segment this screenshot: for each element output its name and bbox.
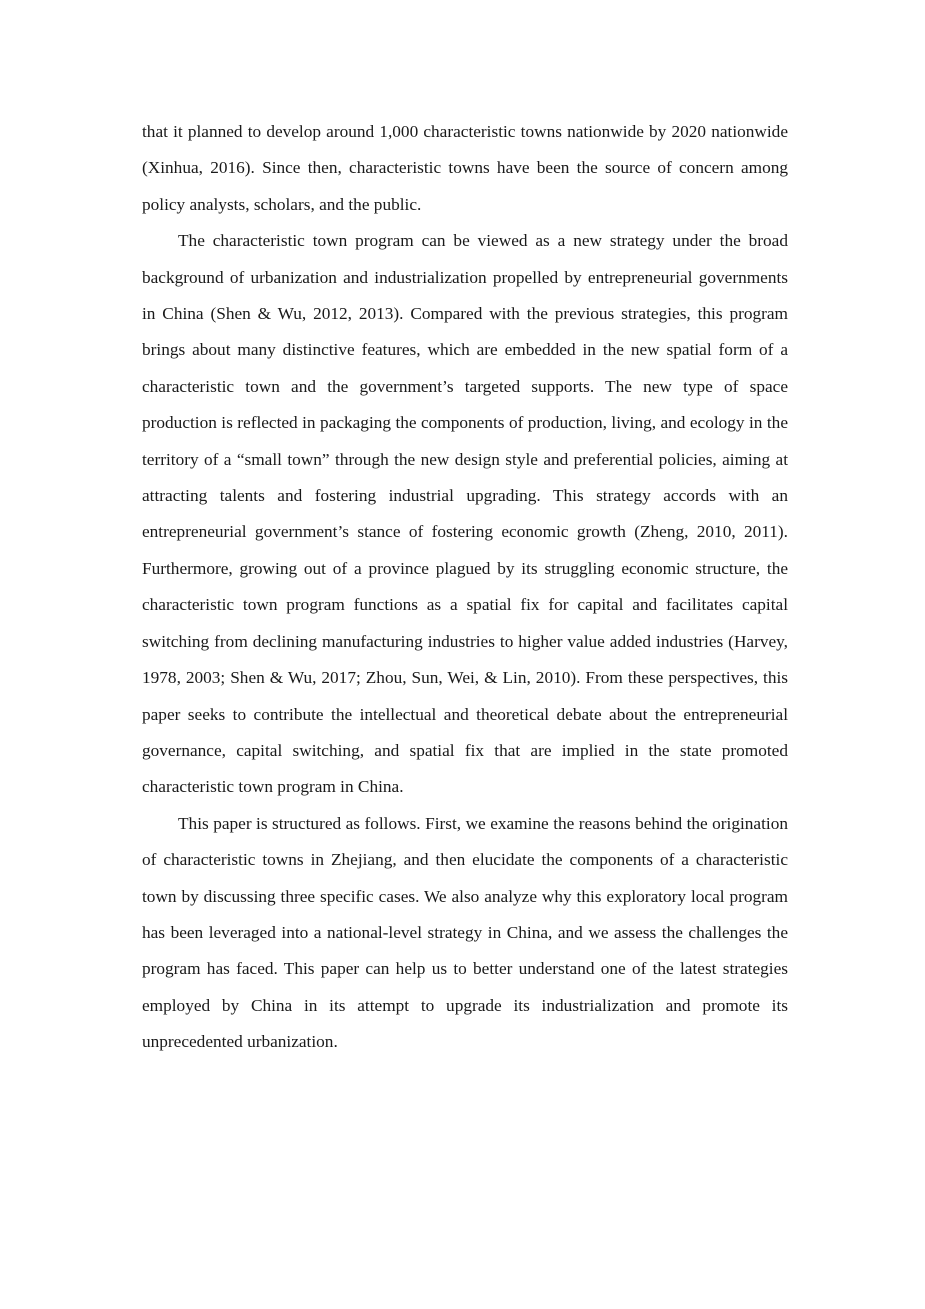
page-body [142, 114, 788, 1061]
paragraph-continuation: that it planned to develop around 1,000 characteristic towns nationwide by 2020 nationwide (Xinhua, 2016). Since then, characteristic towns have been the source of concern among policy analysts, scholars, and the public. [142, 122, 788, 214]
paragraph-paper-structure: This paper is structured as follows. First, we examine the reasons behind the origination of characteristic towns in Zhejiang, and then elucidate the components of a characteristic town by discussing three specific cases. We also analyze why this exploratory local program has been leveraged into a national-level strategy in China, and we assess the challenges the program has faced. This paper can help us to better understand one of the latest strategies employed by China in its attempt to upgrade its industrialization and promote its unprecedented urbanization. [142, 813, 788, 1052]
paragraph-program-strategy: The characteristic town program can be viewed as a new strategy under the broad background of urbanization and industrialization propelled by entrepreneurial governments in China (Shen & Wu, 2012, 2013). Compared with the previous strategies, this program brings about many distinctive features, which are embedded in the new spatial form of a characteristic town and the government’s targeted supports. The new type of space production is reflected in packaging the components of production, living, and ecology in the territory of a “small town” through the new design style and preferential policies, aiming at attracting talents and fostering industrial upgrading. This strategy accords with an entrepreneurial government’s stance of fostering economic growth (Zheng, 2010, 2011). Furthermore, growing out of a province plagued by its struggling economic structure, the characteristic town program functions as a spatial fix for capital and facilitates capital switching from declining manufacturing industries to higher value added industries (Harvey, 1978, 2003; Shen & Wu, 2017; Zhou, Sun, Wei, & Lin, 2010). From these perspectives, this paper seeks to contribute the intellectual and theoretical debate about the entrepreneurial governance, capital switching, and spatial fix that are implied in the state promoted characteristic town program in China. [142, 231, 788, 797]
